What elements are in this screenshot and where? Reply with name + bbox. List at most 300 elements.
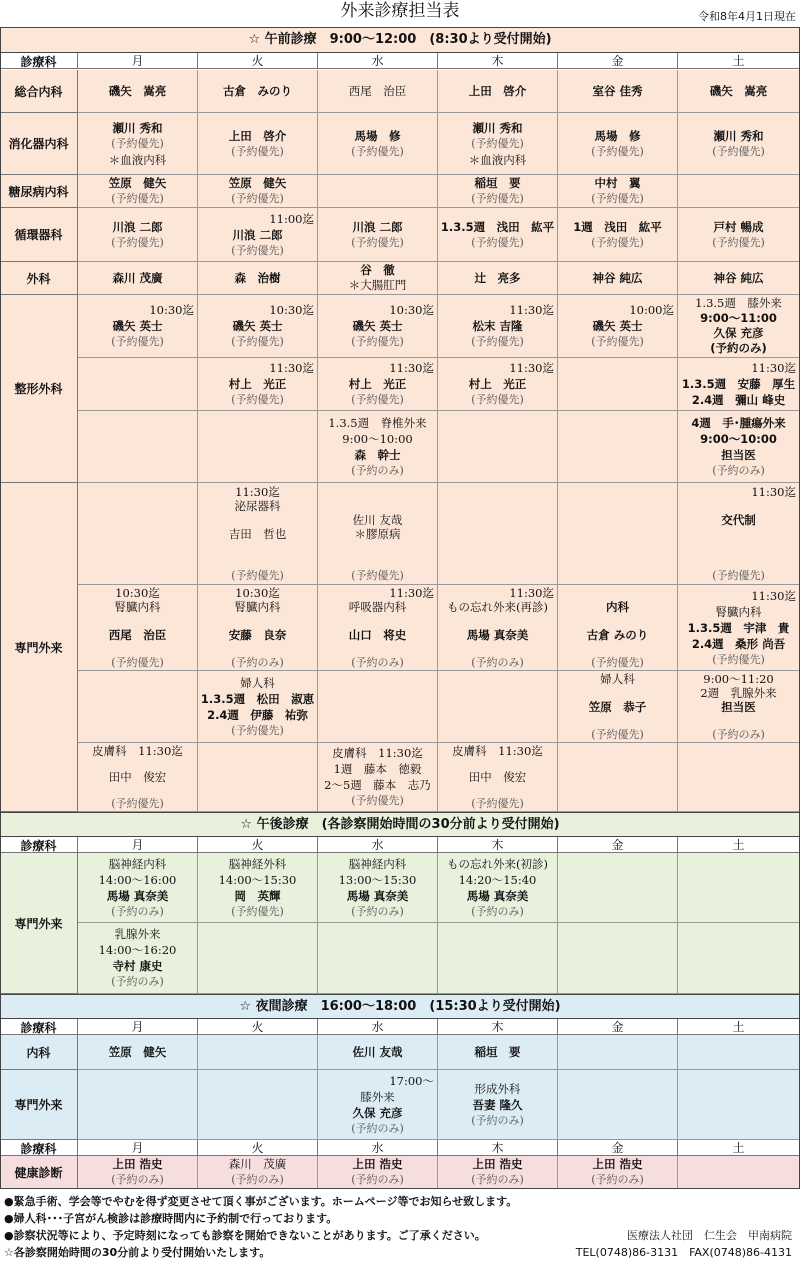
row-label: 専門外来 xyxy=(0,1070,78,1140)
reservation-note: (予約のみ) xyxy=(591,1173,644,1186)
cell-text: 磯矢 英士 xyxy=(232,319,283,333)
cell-text: 笠原 健矢 xyxy=(228,176,287,190)
schedule-cell xyxy=(438,1035,558,1070)
day-header: 月 xyxy=(78,53,198,69)
dept-header: 診療科 xyxy=(0,837,78,853)
footnotes xyxy=(4,1193,517,1261)
section-title: ☆ 午前診療 9:00〜12:00 (8:30より受付開始) xyxy=(0,27,800,53)
schedule-cell xyxy=(318,1035,438,1070)
time-limit: 11:30迄 xyxy=(509,303,554,317)
time-limit: 11:00迄 xyxy=(269,212,314,226)
cell-text: 馬場 修 xyxy=(594,129,641,143)
schedule-cell xyxy=(78,585,198,671)
schedule-cell xyxy=(78,853,198,923)
cell-text: 田中 俊宏 xyxy=(468,770,527,784)
cell-text xyxy=(318,642,437,656)
reservation-note: (予約優先) xyxy=(231,244,284,257)
reservation-note: (予約優先) xyxy=(591,728,644,741)
schedule-cell xyxy=(558,483,678,585)
cell-text: 10:30迄 xyxy=(235,586,280,600)
reservation-note: (予約優先) xyxy=(591,145,644,158)
day-header: 月 xyxy=(78,837,198,853)
row-label: 専門外来 xyxy=(0,483,78,812)
cell-text: 内科 xyxy=(606,600,629,614)
reservation-note: (予約のみ) xyxy=(351,1173,404,1186)
cell-text: 戸村 暢成 xyxy=(713,220,764,234)
cell-text xyxy=(198,642,317,656)
schedule-cell xyxy=(558,743,678,812)
schedule-cell xyxy=(78,743,198,812)
cell-text: 村上 光正 xyxy=(348,377,407,391)
cell-text xyxy=(318,541,437,555)
cell-text: 9:00〜10:00 xyxy=(700,432,777,446)
day-header: 土 xyxy=(678,53,800,69)
cell-text: 寺村 康史 xyxy=(112,959,163,973)
reservation-note: (予約優先) xyxy=(231,393,284,406)
schedule-cell xyxy=(558,70,678,113)
cell-text xyxy=(558,714,677,728)
schedule-cell xyxy=(438,585,558,671)
reservation-note: (予約優先) xyxy=(471,393,524,406)
reservation-note: (予約のみ) xyxy=(111,1173,164,1186)
row-label: 整形外科 xyxy=(0,295,78,483)
reservation-note: (予約優先) xyxy=(231,569,284,582)
reservation-note: (予約優先) xyxy=(111,656,164,669)
cell-text: 2.4週 伊藤 祐弥 xyxy=(207,708,308,722)
schedule-cell xyxy=(318,358,438,411)
cell-text: 1.3.5週 膝外来 xyxy=(695,296,782,310)
schedule-cell xyxy=(678,671,800,743)
cell-text: 11:30迄 xyxy=(235,485,280,499)
schedule-cell xyxy=(558,295,678,358)
reservation-note: (予約のみ) xyxy=(111,905,164,918)
dept-header: 診療科 xyxy=(0,1019,78,1035)
reservation-note: (予約のみ) xyxy=(231,656,284,669)
cell-text xyxy=(438,642,557,656)
cell-text: 2.4週 桑形 尚吾 xyxy=(691,637,786,651)
cell-text: 西尾 治臣 xyxy=(108,628,167,642)
schedule-cell xyxy=(318,208,438,262)
schedule-cell xyxy=(678,1035,800,1070)
cell-text xyxy=(198,614,317,628)
cell-text: 上田 浩史 xyxy=(112,1157,163,1171)
note: ●緊急手術、学会等でやむを得ず変更させて頂く事がございます。ホームページ等でお知らせ致します。 xyxy=(4,1195,518,1208)
schedule-cell xyxy=(438,483,558,585)
cell-text: 松末 吉隆 xyxy=(472,319,523,333)
cell-text: 腎臓内科 xyxy=(234,600,281,614)
cell-text: 上田 浩史 xyxy=(472,1157,523,1171)
schedule-cell xyxy=(78,70,198,113)
schedule-cell xyxy=(678,262,800,295)
cell-text: 乳腺外来 xyxy=(114,927,161,941)
cell-text: 1.3.5週 安藤 厚生 xyxy=(681,377,796,391)
reservation-note: (予約優先) xyxy=(351,794,404,807)
day-header: 金 xyxy=(558,1140,678,1156)
cell-text: 瀬川 秀和 xyxy=(713,129,764,143)
schedule-cell xyxy=(678,175,800,208)
schedule-cell xyxy=(198,483,318,585)
cell-text: 稲垣 要 xyxy=(474,176,521,190)
cell-text: 笠原 健矢 xyxy=(108,176,167,190)
cell-text: (予約のみ) xyxy=(710,341,767,355)
reservation-note: (予約優先) xyxy=(351,236,404,249)
time-limit: 11:30迄 xyxy=(751,485,796,499)
schedule-cell xyxy=(558,358,678,411)
schedule-cell xyxy=(318,671,438,743)
reservation-note: (予約優先) xyxy=(351,393,404,406)
note: ●婦人科･･･子宮がん検診は診療時間内に予約制で行っております。 xyxy=(4,1212,338,1225)
reservation-note: (予約のみ) xyxy=(471,1114,524,1127)
reservation-note: (予約優先) xyxy=(111,192,164,205)
cell-text: 1.3.5週 脊椎外来 xyxy=(328,416,427,430)
reservation-note: (予約のみ) xyxy=(351,905,404,918)
schedule-cell xyxy=(678,295,800,358)
time-limit: 10:30迄 xyxy=(149,303,194,317)
schedule-cell xyxy=(318,923,438,994)
cell-text: 久保 充彦 xyxy=(352,1106,403,1120)
schedule-cell xyxy=(678,923,800,994)
schedule-cell xyxy=(198,113,318,175)
cell-text: 形成外科 xyxy=(474,1082,521,1096)
schedule-cell xyxy=(78,923,198,994)
cell-text xyxy=(678,714,799,728)
schedule-cell xyxy=(438,113,558,175)
reservation-note: (予約優先) xyxy=(351,335,404,348)
cell-text: 馬場 真奈美 xyxy=(346,889,409,903)
cell-text xyxy=(318,499,437,513)
schedule-cell xyxy=(198,743,318,812)
cell-text: 川浪 二郎 xyxy=(112,220,163,234)
cell-text: 川浪 二郎 xyxy=(352,220,403,234)
cell-text: 14:20〜15:40 xyxy=(458,873,537,887)
schedule-cell xyxy=(678,411,800,483)
reservation-note: (予約優先) xyxy=(231,145,284,158)
schedule-cell xyxy=(678,483,800,585)
schedule-cell xyxy=(198,585,318,671)
reservation-note: (予約優先) xyxy=(591,335,644,348)
schedule-cell xyxy=(678,1070,800,1140)
schedule-cell xyxy=(558,1156,678,1189)
schedule-cell xyxy=(318,113,438,175)
cell-text xyxy=(678,541,799,555)
reservation-note: (予約優先) xyxy=(351,569,404,582)
cell-text: 磯矢 英士 xyxy=(592,319,643,333)
schedule-cell xyxy=(558,853,678,923)
reservation-note: (予約優先) xyxy=(231,192,284,205)
schedule-cell xyxy=(558,923,678,994)
hospital-contact: TEL(0748)86-3131 FAX(0748)86-4131 xyxy=(575,1246,792,1259)
schedule-cell xyxy=(198,70,318,113)
cell-text: ＊大腸肛門 xyxy=(348,278,407,292)
cell-text: 森 幹士 xyxy=(354,448,401,462)
day-header: 月 xyxy=(78,1140,198,1156)
section-title: ☆ 夜間診療 16:00〜18:00 (15:30より受付開始) xyxy=(0,994,800,1019)
cell-text: 森川 茂廣 xyxy=(228,1157,287,1171)
cell-text: 呼吸器内科 xyxy=(348,600,407,614)
cell-text: 山口 将史 xyxy=(348,628,407,642)
schedule-cell xyxy=(438,295,558,358)
time-limit: 10:30迄 xyxy=(269,303,314,317)
time-limit: 11:30迄 xyxy=(509,361,554,375)
cell-text: 稲垣 要 xyxy=(474,1045,521,1059)
cell-text: 1週 浅田 紘平 xyxy=(573,220,662,234)
reservation-note: (予約優先) xyxy=(231,905,284,918)
day-header: 木 xyxy=(438,837,558,853)
cell-text xyxy=(198,541,317,555)
day-header: 水 xyxy=(318,1019,438,1035)
row-label: 健康診断 xyxy=(0,1156,78,1189)
cell-text: 久保 充彦 xyxy=(713,326,764,340)
cell-text xyxy=(558,586,677,600)
schedule-cell xyxy=(198,175,318,208)
cell-text: 皮膚科 11:30迄 xyxy=(92,744,183,758)
schedule-cell xyxy=(558,671,678,743)
reservation-note: (予約優先) xyxy=(231,335,284,348)
schedule-cell xyxy=(198,1035,318,1070)
schedule-cell xyxy=(318,853,438,923)
cell-text: 1.3.5週 浅田 紘平 xyxy=(440,220,555,234)
schedule-cell xyxy=(438,70,558,113)
schedule-cell xyxy=(78,113,198,175)
cell-text xyxy=(678,555,799,569)
cell-text: 上田 浩史 xyxy=(592,1157,643,1171)
cell-text xyxy=(438,784,557,797)
day-header: 火 xyxy=(198,837,318,853)
schedule-cell xyxy=(318,1156,438,1189)
schedule-cell xyxy=(438,1070,558,1140)
day-header: 火 xyxy=(198,1140,318,1156)
reservation-note: (予約優先) xyxy=(231,724,284,737)
schedule-cell xyxy=(318,483,438,585)
cell-text xyxy=(678,499,799,513)
reservation-note: (予約優先) xyxy=(712,569,765,582)
cell-text: 脳神経外科 xyxy=(228,857,287,871)
cell-text: 婦人科 xyxy=(240,676,275,690)
cell-text: ＊血液内科 xyxy=(108,153,167,167)
reservation-note: (予約のみ) xyxy=(471,905,524,918)
reservation-note: (予約優先) xyxy=(471,797,524,810)
time-limit: 10:30迄 xyxy=(389,303,434,317)
cell-text xyxy=(318,485,437,499)
schedule-cell xyxy=(678,113,800,175)
day-header: 火 xyxy=(198,1019,318,1035)
cell-text: 神谷 純広 xyxy=(713,271,764,285)
cell-text: 1.3.5週 宇津 貴 xyxy=(687,621,790,635)
schedule-cell xyxy=(318,1070,438,1140)
cell-text: 2.4週 彌山 峰史 xyxy=(691,393,786,407)
reservation-note: (予約優先) xyxy=(111,236,164,249)
reservation-note: (予約のみ) xyxy=(712,464,765,477)
section-title: ☆ 午後診療 (各診察開始時間の30分前より受付開始) xyxy=(0,812,800,837)
reservation-note: (予約のみ) xyxy=(231,1173,284,1186)
schedule-cell xyxy=(318,70,438,113)
schedule-cell xyxy=(78,1035,198,1070)
schedule-cell xyxy=(438,1156,558,1189)
schedule-cell xyxy=(198,358,318,411)
cell-text xyxy=(78,614,197,628)
row-label: 内科 xyxy=(0,1035,78,1070)
reservation-note: (予約のみ) xyxy=(471,1173,524,1186)
schedule-cell xyxy=(198,1156,318,1189)
schedule-cell xyxy=(318,262,438,295)
schedule-cell xyxy=(678,743,800,812)
cell-text: 脳神経内科 xyxy=(108,857,167,871)
effective-date: 令和8年4月1日現在 xyxy=(698,10,796,23)
cell-text xyxy=(558,614,677,628)
cell-text: 室谷 佳秀 xyxy=(592,84,643,98)
cell-text: 安藤 良奈 xyxy=(228,628,287,642)
reservation-note: (予約優先) xyxy=(471,137,524,150)
cell-text: 13:00〜15:30 xyxy=(338,873,417,887)
schedule-cell xyxy=(558,1035,678,1070)
cell-text: 14:00〜16:00 xyxy=(98,873,177,887)
schedule-cell xyxy=(198,1070,318,1140)
day-header: 木 xyxy=(438,53,558,69)
schedule-cell xyxy=(198,262,318,295)
cell-text xyxy=(78,642,197,656)
cell-text xyxy=(78,784,197,797)
cell-text: 笠原 恭子 xyxy=(588,700,647,714)
schedule-cell xyxy=(438,262,558,295)
reservation-note: (予約優先) xyxy=(712,653,765,666)
cell-text: 岡 英輝 xyxy=(234,889,281,903)
day-header: 金 xyxy=(558,837,678,853)
day-header: 木 xyxy=(438,1140,558,1156)
cell-text: 上田 浩史 xyxy=(352,1157,403,1171)
schedule-cell xyxy=(558,113,678,175)
cell-text: 馬場 真奈美 xyxy=(106,889,169,903)
row-label: 外科 xyxy=(0,262,78,295)
schedule-cell xyxy=(198,923,318,994)
cell-text: 佐川 友哉 xyxy=(352,513,403,527)
cell-text: 川浪 二郎 xyxy=(232,228,283,242)
cell-text: 村上 光正 xyxy=(228,377,287,391)
day-header: 水 xyxy=(318,1140,438,1156)
cell-text: 神谷 純広 xyxy=(592,271,643,285)
schedule-cell xyxy=(78,1070,198,1140)
hospital-name: 医療法人社団 仁生会 甲南病院 xyxy=(627,1229,792,1242)
time-limit: 11:30迄 xyxy=(389,361,434,375)
cell-text: 担当医 xyxy=(721,448,756,462)
reservation-note: (予約優先) xyxy=(111,335,164,348)
schedule-cell xyxy=(678,208,800,262)
schedule-cell xyxy=(438,358,558,411)
schedule-cell xyxy=(78,671,198,743)
day-header: 金 xyxy=(558,1019,678,1035)
cell-text: 14:00〜16:20 xyxy=(98,943,177,957)
day-header: 月 xyxy=(78,1019,198,1035)
cell-text: 辻 亮多 xyxy=(474,271,521,285)
cell-text: 磯矢 英士 xyxy=(352,319,403,333)
reservation-note: (予約優先) xyxy=(591,236,644,249)
cell-text xyxy=(678,527,799,541)
time-limit: 11:30迄 xyxy=(389,586,434,600)
dept-header: 診療科 xyxy=(0,1140,78,1156)
cell-text: 4週 手･腫瘍外来 xyxy=(691,416,786,430)
reservation-note: (予約優先) xyxy=(712,236,765,249)
reservation-note: (予約優先) xyxy=(591,192,644,205)
schedule-cell xyxy=(78,262,198,295)
cell-text: 泌尿器科 xyxy=(234,499,281,513)
reservation-note: (予約優先) xyxy=(111,797,164,810)
schedule-cell xyxy=(438,671,558,743)
cell-text: 腎臓内科 xyxy=(114,600,161,614)
cell-text: 馬場 真奈美 xyxy=(466,889,529,903)
reservation-note: (予約優先) xyxy=(591,656,644,669)
cell-text xyxy=(198,555,317,569)
cell-text: ＊膠原病 xyxy=(354,527,401,541)
day-header: 水 xyxy=(318,53,438,69)
cell-text: 中村 翼 xyxy=(594,176,641,190)
cell-text: 2週 乳腺外来 xyxy=(700,686,777,700)
reservation-note: (予約のみ) xyxy=(351,656,404,669)
day-header: 火 xyxy=(198,53,318,69)
cell-text: 村上 光正 xyxy=(468,377,527,391)
reservation-note: (予約優先) xyxy=(712,145,765,158)
cell-text: 佐川 友哉 xyxy=(352,1045,403,1059)
schedule-cell xyxy=(78,175,198,208)
cell-text xyxy=(318,555,437,569)
cell-text: 吉田 哲也 xyxy=(228,527,287,541)
cell-text: 森 治樹 xyxy=(234,271,281,285)
schedule-cell xyxy=(438,208,558,262)
schedule-cell xyxy=(558,175,678,208)
schedule-cell xyxy=(558,208,678,262)
schedule-cell xyxy=(558,262,678,295)
cell-text: 14:00〜15:30 xyxy=(218,873,297,887)
cell-text: 吾妻 隆久 xyxy=(472,1098,523,1112)
schedule-cell xyxy=(678,853,800,923)
cell-text: 磯矢 英士 xyxy=(112,319,163,333)
reservation-note: (予約優先) xyxy=(351,145,404,158)
schedule-cell xyxy=(78,358,198,411)
schedule-cell xyxy=(438,853,558,923)
cell-text: 2〜5週 藤本 志乃 xyxy=(324,778,431,792)
schedule-cell xyxy=(198,208,318,262)
hospital-info xyxy=(576,1227,792,1261)
cell-text: ＊血液内科 xyxy=(468,153,527,167)
time-limit: 11:30迄 xyxy=(269,361,314,375)
day-header: 金 xyxy=(558,53,678,69)
day-header: 土 xyxy=(678,1019,800,1035)
cell-text: 担当医 xyxy=(721,700,756,714)
reservation-note: (予約優先) xyxy=(471,335,524,348)
cell-text: 9:00〜11:00 xyxy=(700,311,777,325)
schedule-cell xyxy=(438,175,558,208)
cell-text: 森川 茂廣 xyxy=(112,271,163,285)
row-label: 消化器内科 xyxy=(0,113,78,175)
cell-text: 古倉 みのり xyxy=(586,628,649,642)
row-label: 糖尿病内科 xyxy=(0,175,78,208)
cell-text: 瀬川 秀和 xyxy=(472,121,523,135)
cell-text: 田中 俊宏 xyxy=(108,770,167,784)
schedule-cell xyxy=(678,358,800,411)
cell-text: 膝外来 xyxy=(360,1090,395,1104)
reservation-note: (予約優先) xyxy=(471,192,524,205)
cell-text: 笠原 健矢 xyxy=(108,1045,167,1059)
cell-text xyxy=(198,513,317,527)
schedule-cell xyxy=(198,411,318,483)
reservation-note: (予約のみ) xyxy=(351,464,404,477)
cell-text: 婦人科 xyxy=(600,672,635,686)
schedule-cell xyxy=(438,923,558,994)
cell-text xyxy=(558,686,677,700)
time-limit: 11:30迄 xyxy=(751,589,796,603)
cell-text: 交代制 xyxy=(721,513,756,527)
reservation-note: (予約のみ) xyxy=(351,1122,404,1135)
schedule-cell xyxy=(78,483,198,585)
reservation-note: (予約のみ) xyxy=(712,728,765,741)
